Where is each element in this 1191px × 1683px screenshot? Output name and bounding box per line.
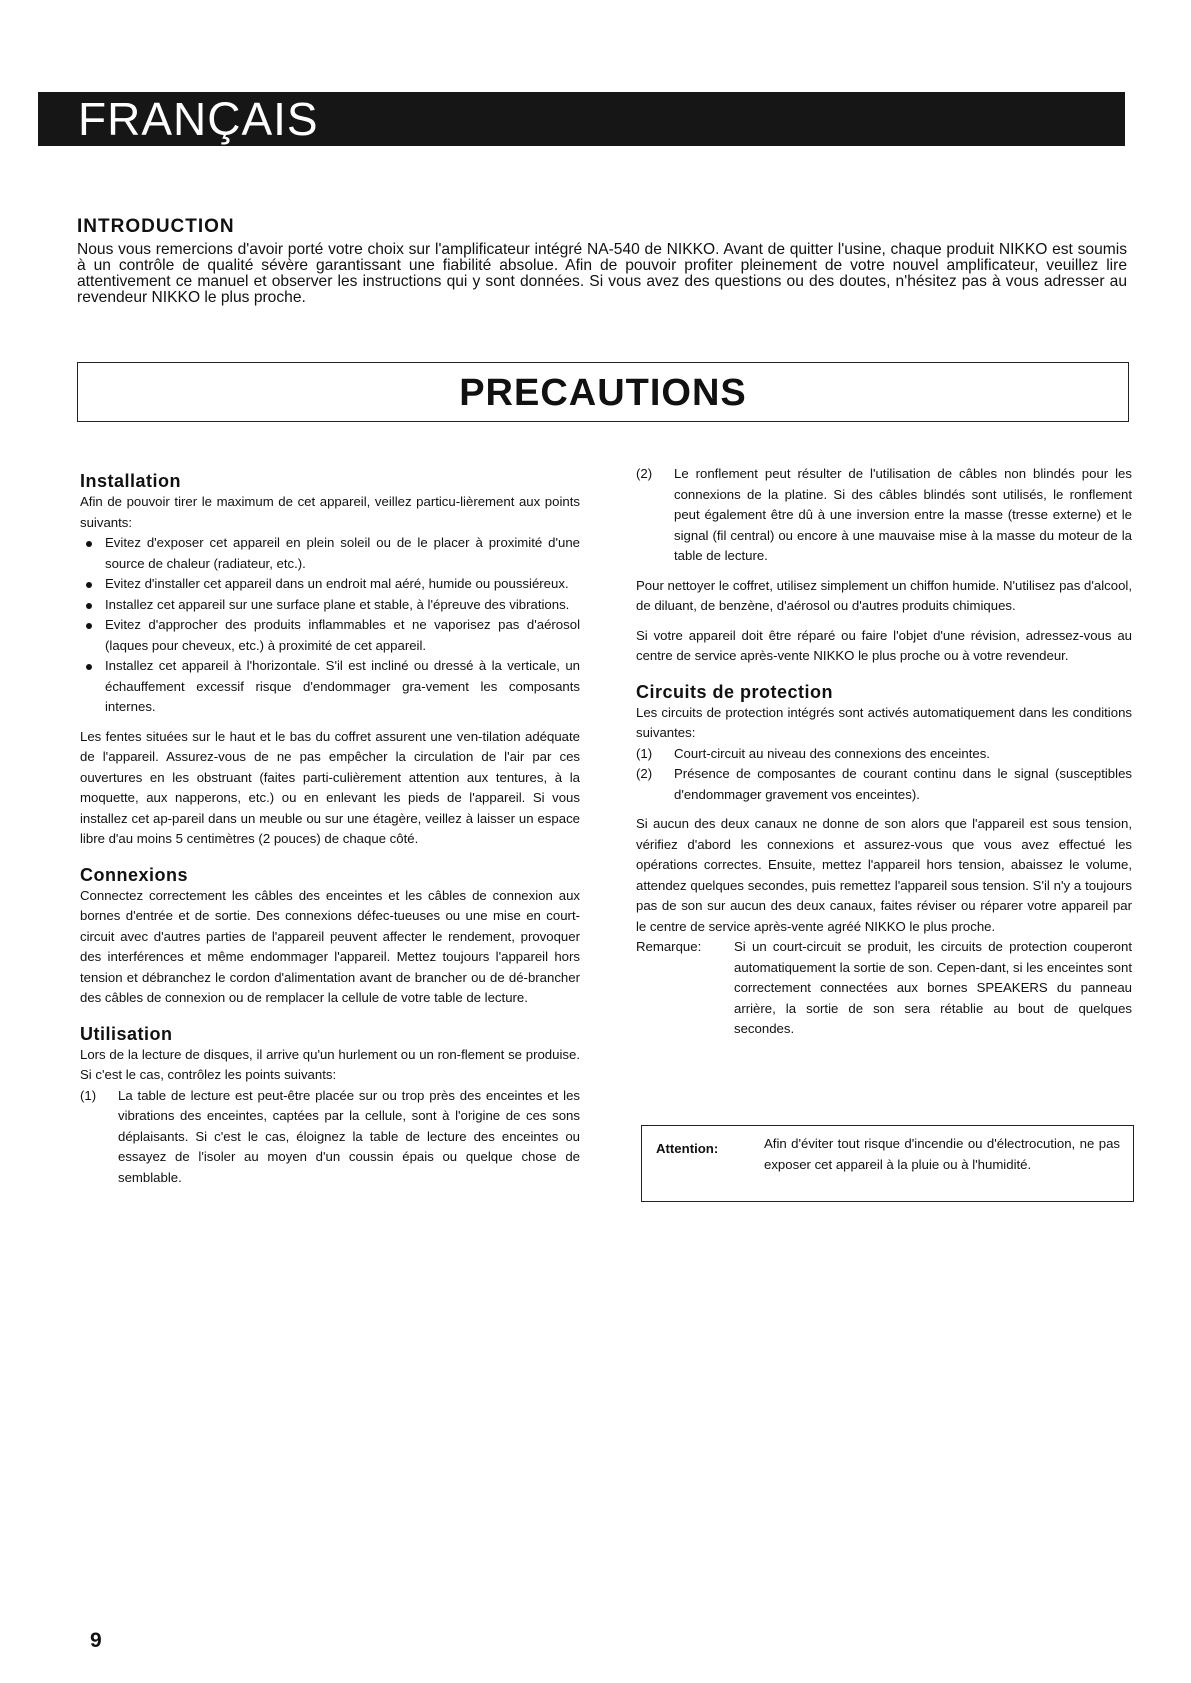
list-item xyxy=(80,595,580,616)
left-column xyxy=(80,470,580,1188)
utilisation-list-continued xyxy=(636,464,1132,567)
item-text: Court-circuit au niveau des connexions des enceintes. xyxy=(674,745,990,761)
bullet-text: Evitez d'installer cet appareil dans un endroit mal aéré, humide ou poussiéreux. xyxy=(105,576,569,591)
bullet-text: Installez cet appareil à l'horizontale. S'il est incliné ou dressé à la verticale, un échauffement excessif risque d'endommager gra-vement les composants internes. xyxy=(105,658,580,714)
remark-label: Remarque: xyxy=(636,939,702,954)
utilisation-list xyxy=(80,1086,580,1189)
list-item xyxy=(80,656,580,718)
introduction-section xyxy=(77,216,1127,306)
list-item xyxy=(80,615,580,656)
utilisation-intro: Lors de la lecture de disques, il arrive qu'un hurlement ou un ron-flement se produise. Si c'est le cas, contrôlez les points suivants: xyxy=(80,1046,580,1082)
ventilation-text: Les fentes situées sur le haut et le bas du coffret assurent une ven-tilation adéquate de l'appareil. Assurez-vous de ne pas empêcher la circulation de l'air par ces ouvertures en les obstruant (faites parti-culièrement attention aux tentures, à la moquette, aux napperons, etc.) ou en enlevant les pieds de l'appareil. Si vous installez cet ap-pareil dans un meuble ou sur une étagère, veillez à laisser un espace libre d'au moins 5 centimètres (2 pouces) de chaque côté. xyxy=(80,728,580,846)
language-banner xyxy=(38,92,1125,146)
item-text: Le ronflement peut résulter de l'utilisation de câbles non blindés pour les connexions de la platine. Si des câbles blindés sont utilisés, le ronflement peut également être dû à une inversion entre la masse (tresse externe) et le signal (fil central) ou encore à une mauvaise mise à la masse du moteur de la table de lecture. xyxy=(674,466,1132,563)
connexions-heading: Connexions xyxy=(80,864,189,885)
cleaning-text: Pour nettoyer le coffret, utilisez simplement un chiffon humide. N'utilisez pas d'alcool, de diluant, de benzène, d'aérosol ou d'autres produits chimiques. xyxy=(636,577,1132,613)
list-item xyxy=(80,533,580,574)
bullet-icon xyxy=(86,623,92,629)
installation-intro: Afin de pouvoir tirer le maximum de cet appareil, veillez particu-lièrement aux points suivants: xyxy=(80,494,580,530)
precautions-title-box xyxy=(77,362,1129,422)
list-item xyxy=(80,1086,580,1189)
attention-label: Attention: xyxy=(656,1141,719,1156)
list-item xyxy=(636,464,1132,567)
item-number: (1) xyxy=(636,745,653,761)
bullet-icon xyxy=(86,664,92,670)
item-number: (2) xyxy=(636,766,653,781)
bullet-text: Evitez d'approcher des produits inflammables et ne vaporisez pas d'aérosol (laques pour cheveux, etc.) à proximité de cet appareil. xyxy=(105,617,580,653)
utilisation-heading: Utilisation xyxy=(80,1023,173,1044)
bullet-icon xyxy=(86,582,92,588)
list-item xyxy=(636,744,1132,765)
bullet-text: Evitez d'exposer cet appareil en plein soleil ou de le placer à proximité d'une source de chaleur (radiateur, etc.). xyxy=(105,535,580,571)
remark xyxy=(636,937,1132,1040)
language-title: FRANÇAIS xyxy=(78,93,319,145)
introduction-heading: INTRODUCTION xyxy=(77,216,235,237)
right-column xyxy=(636,464,1132,1040)
item-number: (2) xyxy=(636,466,653,481)
connexions-text: Connectez correctement les câbles des enceintes et les câbles de connexion aux bornes d'entrée et de sortie. Des connexions défec-tueuses ou une mise en court-circuit avec d'autres parties de l'appareil peuvent affecter le rendement, provoquer des interférences et même endommager l'appareil. Mettez toujours l'appareil hors tension et débranchez le cordon d'alimentation avant de brancher ou de dé-brancher des câbles de connexion ou de remplacer la cellule de votre table de lecture. xyxy=(80,887,580,1005)
circuits-body: Si aucun des deux canaux ne donne de son alors que l'appareil est sous tension, vérifiez d'abord les connexions et assurez-vous que vous avez effectué les opérations correctes. Ensuite, mettez l'appareil hors tension, abaissez le volume, attendez quelques secondes, puis remettez l'appareil sous tension. S'il n'y a toujours pas de son sur aucun des deux canaux, faites réviser ou réparer votre appareil par le centre de service après-vente agréé NIKKO le plus proche. xyxy=(636,816,1132,934)
item-text: La table de lecture est peut-être placée sur ou trop près des enceintes et les vibrations des enceintes, captées par la cellule, sont à l'origine de ces sons déplaisants. Si c'est le cas, éloignez la table de lecture des enceintes ou essayez de l'isoler au moyen d'un coussin épais ou quelque chose de semblable. xyxy=(118,1087,580,1185)
circuits-heading: Circuits de protection xyxy=(636,681,834,702)
precautions-title: PRECAUTIONS xyxy=(459,372,747,414)
item-number: (1) xyxy=(80,1087,97,1103)
installation-heading: Installation xyxy=(80,471,182,491)
item-text: Présence de composantes de courant continu dans le signal (susceptibles d'endommager gravement vos enceintes). xyxy=(674,766,1132,802)
page-number: 9 xyxy=(90,1629,102,1652)
bullet-icon xyxy=(86,603,92,609)
circuits-intro: Les circuits de protection intégrés sont activés automatiquement dans les conditions suivantes: xyxy=(636,704,1132,740)
attention-text: Afin d'éviter tout risque d'incendie ou d'électrocution, ne pas exposer cet appareil à la pluie ou à l'humidité. xyxy=(764,1136,1120,1172)
repair-text: Si votre appareil doit être réparé ou faire l'objet d'une révision, adressez-vous au centre de service après-vente NIKKO le plus proche ou à votre revendeur. xyxy=(636,627,1132,663)
list-item xyxy=(636,764,1132,805)
bullet-text: Installez cet appareil sur une surface plane et stable, à l'épreuve des vibrations. xyxy=(105,596,570,612)
bullet-icon xyxy=(86,541,92,547)
remark-text: Si un court-circuit se produit, les circuits de protection couperont automatiquement la sortie de son. Cepen-dant, si les enceintes sont correctement connectées aux bornes SPEAKERS du panneau arrière, la sortie de son sera rétablie au bout de quelques secondes. xyxy=(734,939,1132,1036)
list-item xyxy=(80,574,580,595)
attention-box xyxy=(641,1125,1134,1202)
introduction-text: Nous vous remercions d'avoir porté votre choix sur l'amplificateur intégré NA-540 de NIKKO. Avant de quitter l'usine, chaque produit NIKKO est soumis à un contrôle de qualité sévère garantissant une fiabilité absolue. Afin de pouvoir profiter pleinement de votre nouvel amplificateur, veuillez lire attentivement ce manuel et observer les instructions qui y sont données. Si vous avez des questions ou des doutes, n'hésitez pas à vous adresser au revendeur NIKKO le plus proche. xyxy=(77,241,1127,306)
installation-bullet-list xyxy=(80,533,580,718)
circuits-list xyxy=(636,744,1132,806)
